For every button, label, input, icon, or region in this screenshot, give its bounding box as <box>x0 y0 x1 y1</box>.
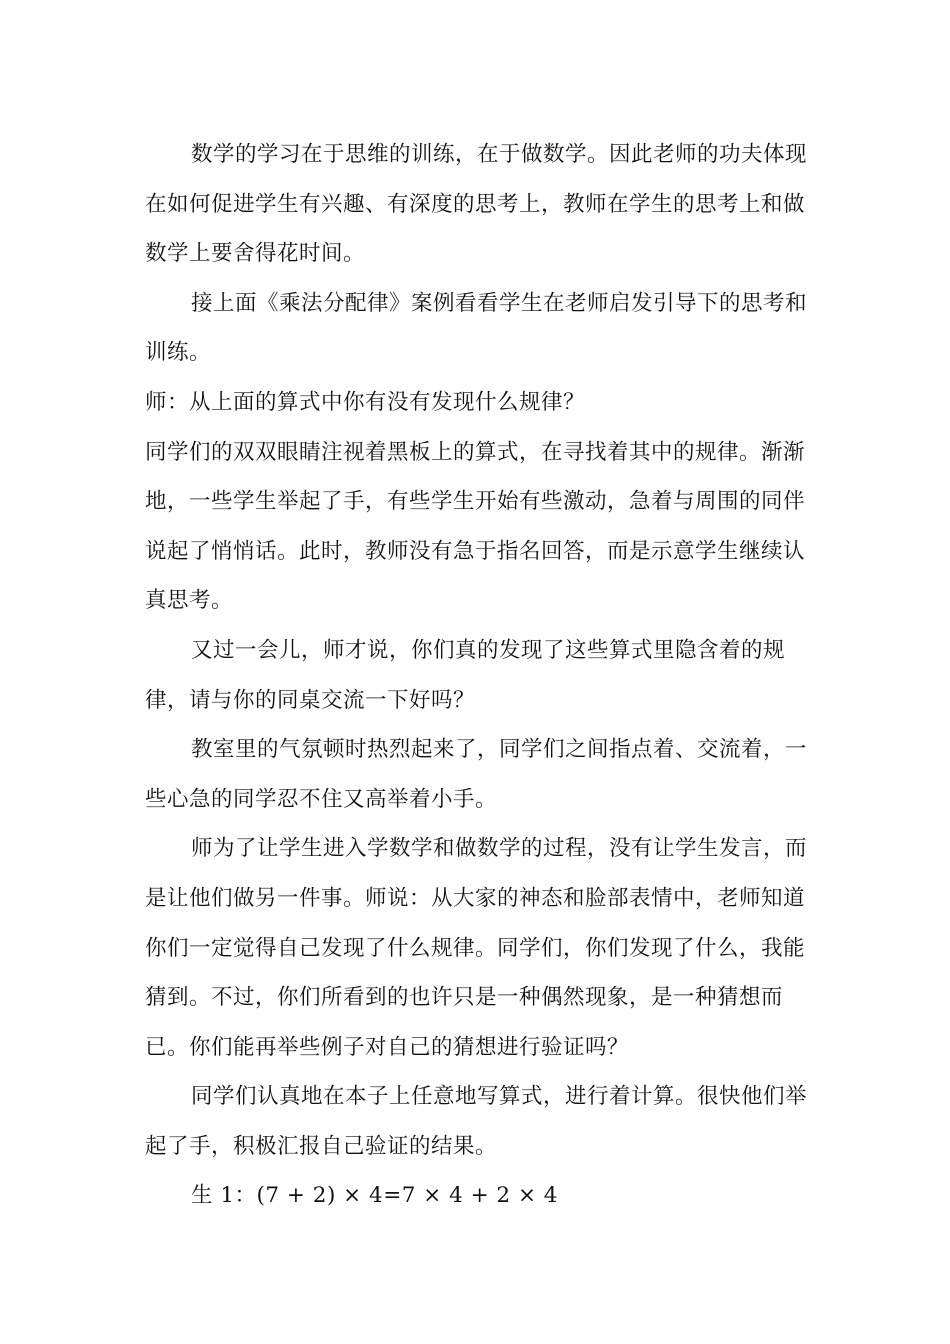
document-body <box>145 130 825 1221</box>
paragraph-students-calc: 同学们认真地在本子上任意地写算式，进行着计算。很快他们举起了手，积极汇报自己验证的结果。 <box>145 1084 808 1159</box>
paragraph-classroom: 教室里的气氛顿时热烈起来了，同学们之间指点着、交流着，一些心急的同学忍不住又高举着小手。 <box>145 737 808 812</box>
paragraph-teacher-prompt: 又过一会儿，师才说，你们真的发现了这些算式里隐含着的规律，请与你的同桌交流一下好吗？ <box>145 637 786 713</box>
paragraph-case-intro: 接上面《乘法分配律》案例看看学生在老师启发引导下的思考和训练。 <box>145 290 808 366</box>
paragraph-intro: 数学的学习在于思维的训练，在于做数学。因此老师的功夫体现在如何促进学生有兴趣、有深度的思考上，教师在学生的思考上和做数学上要舍得花时间。 <box>145 142 808 267</box>
paragraph-teacher-question: 师：从上面的算式中你有没有发现什么规律？ <box>145 389 586 415</box>
paragraph-student-1: 生 1：(7 + 2) × 4=7 × 4 + 2 × 4 <box>191 1183 558 1209</box>
paragraph-students-observe: 同学们的双双眼睛注视着黑板上的算式，在寻找着其中的规律。渐渐地，一些学生举起了手，有些学生开始有些激动，急着与周围的同伴说起了悄悄话。此时，教师没有急于指名回答，而是示意学生继续认真思考。 <box>145 439 806 614</box>
paragraph-verification: 师为了让学生进入学数学和做数学的过程，没有让学生发言，而是让他们做另一件事。师说：从大家的神态和脸部表情中，老师知道你们一定觉得自己发现了什么规律。同学们，你们发现了什么，我能猜到。不过，你们所看到的也许只是一种偶然现象，是一种猜想而已。你们能再举些例子对自己的猜想进行验证吗？ <box>145 836 808 1060</box>
